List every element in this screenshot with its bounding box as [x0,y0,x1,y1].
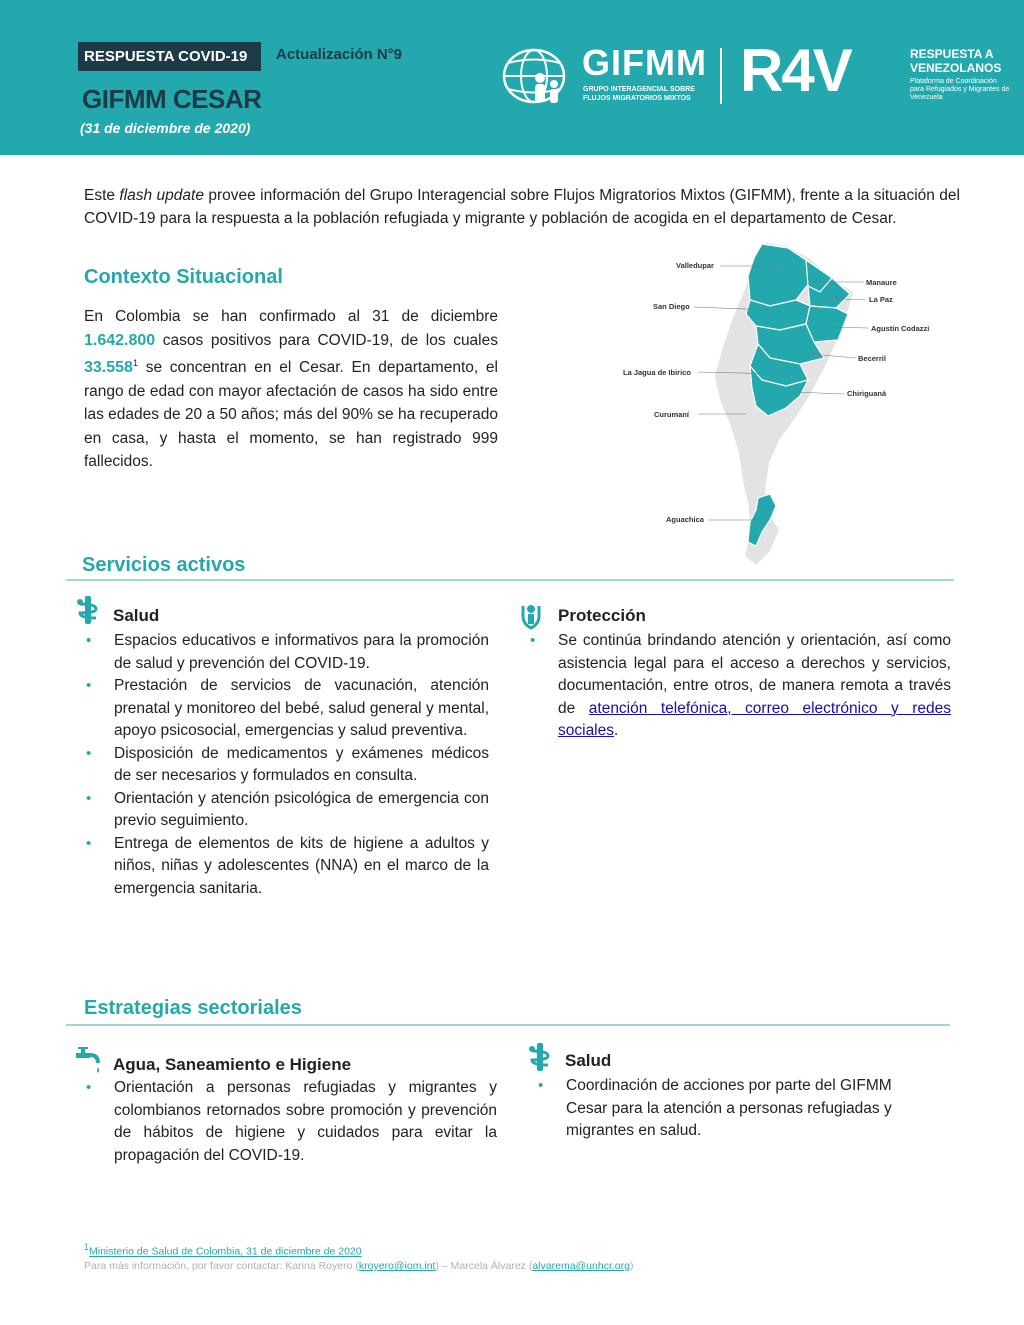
wash-title: Agua, Saneamiento e Higiene [113,1055,352,1074]
strategies-heading: Estrategias sectoriales [84,997,302,1019]
contact-text-end: ) [629,1260,634,1272]
footnote-number: 1 [84,1242,90,1252]
footnote [84,1242,362,1258]
map-label-manaure: Manaure [866,278,897,287]
footnote-source-link[interactable]: Ministerio de Salud de Colombia, 31 de diciembre de 2020 [89,1245,362,1258]
intro-paragraph [84,184,960,230]
salud-title: Salud [113,606,160,625]
salud-strategy-list [536,1075,931,1143]
cesar-map [610,230,960,570]
map-region-agustin-codazzi [806,306,848,342]
map-label-agustin-codazzi: Agustín Codazzi [871,324,930,333]
logo-divider [720,48,722,104]
footnote-ref: 1 [132,358,138,368]
map-label-la-jagua: La Jagua de Ibirico [623,368,691,377]
contact-text-mid: ) – Marcela Álvarez ( [435,1260,533,1272]
list-item: • Disposición de medicamentos y exámenes médicos de ser necesarios y formulados en consulta. [84,743,489,788]
intro-text-start: Este [84,187,120,204]
r4v-logo-title: RESPUESTA A VENEZOLANOS [910,47,1002,75]
context-paragraph [84,305,498,474]
list-item: • Espacios educativos e informativos para la promoción de salud y prevención del COVID-19. [84,630,489,675]
section-divider [66,579,954,581]
context-text-3: se concentran en el Cesar. En departamento, el rango de edad con mayor afectación de casos ha sido entre las edades de 20 a 50 años; más del 90% se ha recuperado en casa, y hasta el momento, se han registrado 999 fallecidos. [84,359,498,471]
contact-line [84,1260,633,1272]
list-item [528,630,951,743]
health-icon [528,1043,552,1071]
list-item: • Entrega de elementos de kits de higiene a adultos y niños, niñas y adolescentes (NNA) en el marco de la emergencia sanitaria. [84,833,489,901]
proteccion-text-end: . [614,722,619,739]
gifmm-logo-subtitle: GRUPO INTERAGENCIAL SOBRE FLUJOS MIGRATORIOS MIXTOS [583,86,695,102]
strategy-salud-title: Salud [565,1051,612,1070]
proteccion-text: Se continúa brindando atención y orientación, así como asistencia legal para el acceso a derechos y servicios, documentación, entre otros, de manera remota a través de [558,632,951,717]
map-label-chiriguana: Chiriguaná [847,389,887,398]
map-label-san-diego: San Diego [653,302,690,311]
intro-text-rest: provee información del Grupo Interagencial sobre Flujos Migratorios Mixtos (GIFMM), frente a la situación del COVID-19 para la respuesta a la población refugiada y migrante y población de acogida en el departamento de Cesar. [84,187,960,227]
update-number: Actualización N°9 [276,46,403,63]
context-text-1: En Colombia se han confirmado al 31 de diciembre [84,308,498,325]
cases-total-cesar: 33.558 [84,359,133,377]
header-band [0,0,1024,155]
report-date: (31 de diciembre de 2020) [80,120,251,136]
map-label-la-paz: La Paz [869,295,893,304]
protection-icon [519,602,543,630]
gifmm-globe-icon [500,44,576,108]
contact-channels-link[interactable]: atención telefónica, correo electrónico y redes sociales [558,699,951,739]
proteccion-service-list [528,630,951,743]
list-item: • Orientación a personas refugiadas y migrantes y colombianos retornados sobre promoción y prevención de hábitos de higiene y cuidados para evitar la propagación del COVID-19. [84,1077,497,1167]
map-label-valledupar: Valledupar [676,261,714,270]
list-item: • Orientación y atención psicológica de emergencia con previo seguimiento. [84,788,489,833]
map-label-curumani: Curumaní [654,410,690,419]
context-text-2: casos positivos para COVID-19, de los cuales [155,331,498,349]
r4v-logo: R4V [740,37,851,104]
contact-email-link-1[interactable]: kroyero@iom.int [358,1260,436,1272]
services-heading: Servicios activos [82,554,246,576]
wash-strategy-list [84,1077,497,1167]
response-tag: RESPUESTA COVID-19 [78,42,261,71]
intro-emphasis: flash update [119,187,204,204]
cases-total-colombia: 1.642.800 [84,331,156,349]
list-item: • Prestación de servicios de vacunación, atención prenatal y monitoreo del bebé, salud general y mental, apoyo psicosocial, emergencias y salud preventiva. [84,675,489,743]
list-item: • Coordinación de acciones por parte del GIFMM Cesar para la atención a personas refugiadas y migrantes en salud. [536,1075,931,1143]
salud-service-list [84,630,489,900]
map-label-aguachica: Aguachica [666,515,704,524]
map-label-becerril: Becerril [858,354,886,363]
section-divider [66,1024,950,1026]
water-tap-icon [76,1047,100,1075]
proteccion-title: Protección [558,606,646,625]
contact-email-link-2[interactable]: alvarema@unhcr.org [532,1260,630,1272]
gifmm-logo: GIFMM [582,42,707,83]
r4v-logo-subtitle: Plataforma de Coordinación para Refugiados y Migrantes de Venezuela [910,78,1010,101]
context-heading: Contexto Situacional [84,266,283,288]
page-title: GIFMM CESAR [82,84,262,114]
health-icon [76,596,100,624]
contact-text: Para más información, por favor contactar: Karina Royero ( [84,1260,359,1272]
